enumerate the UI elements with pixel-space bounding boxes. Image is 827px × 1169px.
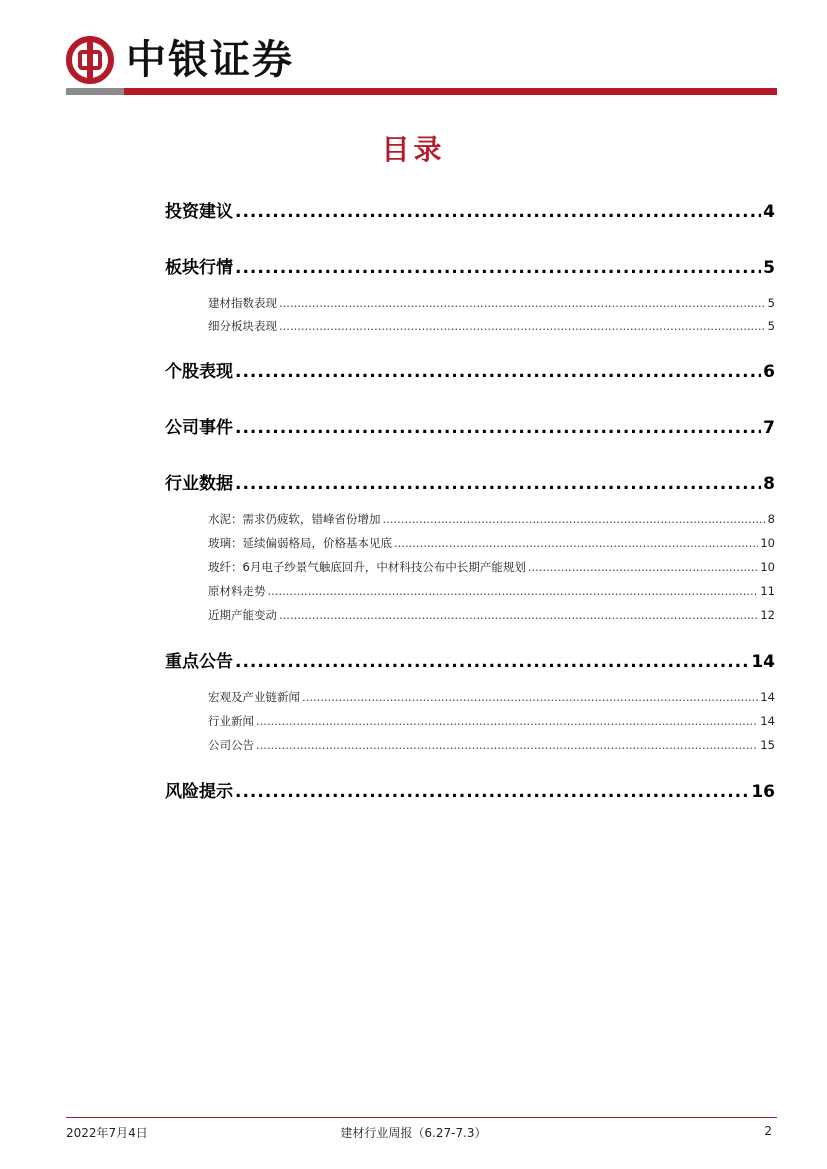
toc-subentry[interactable] bbox=[208, 713, 775, 729]
toc-entry-label: 玻纤：6月电子纱景气触底回升，中材科技公布中长期产能规划 bbox=[208, 560, 526, 574]
toc-entry-label: 重点公告 bbox=[165, 652, 233, 672]
toc-leader bbox=[235, 362, 761, 382]
toc-entry-label: 近期产能变动 bbox=[208, 608, 277, 622]
toc-entry-page: 5 bbox=[763, 258, 775, 278]
toc-entry[interactable] bbox=[165, 357, 775, 382]
toc-entry-label: 板块行情 bbox=[165, 258, 233, 278]
toc-leader bbox=[235, 258, 761, 278]
toc-subentry[interactable] bbox=[208, 607, 775, 623]
footer-report-title: 建材行业周报（6.27-7.3） bbox=[340, 1126, 487, 1140]
toc-entry[interactable] bbox=[165, 413, 775, 438]
toc-entry-page: 5 bbox=[767, 296, 775, 310]
toc-entry-label: 公司事件 bbox=[165, 418, 233, 438]
toc-entry-label: 行业新闻 bbox=[208, 714, 254, 728]
toc-leader bbox=[235, 474, 761, 494]
toc-subentry[interactable] bbox=[208, 535, 775, 551]
toc-entry[interactable] bbox=[165, 469, 775, 494]
toc-entry-page: 12 bbox=[760, 608, 775, 622]
toc-leader bbox=[383, 512, 766, 526]
toc-entry-page: 7 bbox=[763, 418, 775, 438]
toc-entry-page: 10 bbox=[760, 560, 775, 574]
toc-entry-label: 宏观及产业链新闻 bbox=[208, 690, 300, 704]
toc-leader bbox=[528, 560, 759, 574]
toc-subentry[interactable] bbox=[208, 737, 775, 753]
toc-leader bbox=[279, 319, 766, 333]
toc-entry-label: 原材料走势 bbox=[208, 584, 266, 598]
toc-subentry[interactable] bbox=[208, 559, 775, 575]
toc-subentry[interactable] bbox=[208, 689, 775, 705]
toc-entry-label: 行业数据 bbox=[165, 474, 233, 494]
toc-entry-label: 水泥：需求仍疲软，错峰省份增加 bbox=[208, 512, 381, 526]
toc-leader bbox=[235, 202, 761, 222]
toc-entry[interactable] bbox=[165, 647, 775, 672]
toc-leader bbox=[235, 652, 749, 672]
toc-entry-page: 14 bbox=[760, 690, 775, 704]
toc-entry-page: 6 bbox=[763, 362, 775, 382]
footer-rule bbox=[66, 1117, 777, 1118]
toc-entry-page: 16 bbox=[751, 782, 775, 802]
toc-entry-page: 10 bbox=[760, 536, 775, 550]
toc-entry[interactable] bbox=[165, 253, 775, 278]
toc-entry[interactable] bbox=[165, 197, 775, 222]
toc-entry-page: 8 bbox=[767, 512, 775, 526]
footer-page-number: 2 bbox=[764, 1124, 772, 1138]
toc-entry-label: 个股表现 bbox=[165, 362, 233, 382]
toc-title: 目录 bbox=[381, 133, 446, 166]
toc-subentry[interactable] bbox=[208, 511, 775, 527]
toc-entry-page: 15 bbox=[760, 738, 775, 752]
table-of-contents bbox=[165, 0, 775, 800]
toc-leader bbox=[279, 608, 758, 622]
toc-leader bbox=[302, 690, 758, 704]
footer-date: 2022年7月4日 bbox=[66, 1126, 148, 1140]
toc-entry-page: 14 bbox=[751, 652, 775, 672]
toc-leader bbox=[394, 536, 758, 550]
toc-subentry[interactable] bbox=[208, 295, 775, 311]
toc-entry-page: 5 bbox=[767, 319, 775, 333]
toc-entry-page: 11 bbox=[760, 584, 775, 598]
toc-leader bbox=[235, 418, 761, 438]
bank-of-china-logo-icon bbox=[66, 36, 114, 84]
toc-leader bbox=[235, 782, 749, 802]
toc-entry-label: 风险提示 bbox=[165, 782, 233, 802]
toc-entry-label: 公司公告 bbox=[208, 738, 254, 752]
toc-subentry[interactable] bbox=[208, 583, 775, 599]
header-rule-gray bbox=[66, 88, 124, 95]
toc-entry-label: 细分板块表现 bbox=[208, 319, 277, 333]
brand-name: 中银证券 bbox=[126, 36, 294, 83]
toc-entry-page: 14 bbox=[760, 714, 775, 728]
toc-entry-page: 4 bbox=[763, 202, 775, 222]
toc-leader bbox=[256, 714, 758, 728]
toc-entry-label: 投资建议 bbox=[165, 202, 233, 222]
toc-entry-page: 8 bbox=[763, 474, 775, 494]
toc-leader bbox=[279, 296, 766, 310]
toc-entry-label: 建材指数表现 bbox=[208, 296, 277, 310]
toc-entry[interactable] bbox=[165, 777, 775, 802]
toc-leader bbox=[256, 738, 758, 752]
toc-leader bbox=[268, 584, 759, 598]
toc-subentry[interactable] bbox=[208, 318, 775, 334]
toc-entry-label: 玻璃：延续偏弱格局，价格基本见底 bbox=[208, 536, 392, 550]
